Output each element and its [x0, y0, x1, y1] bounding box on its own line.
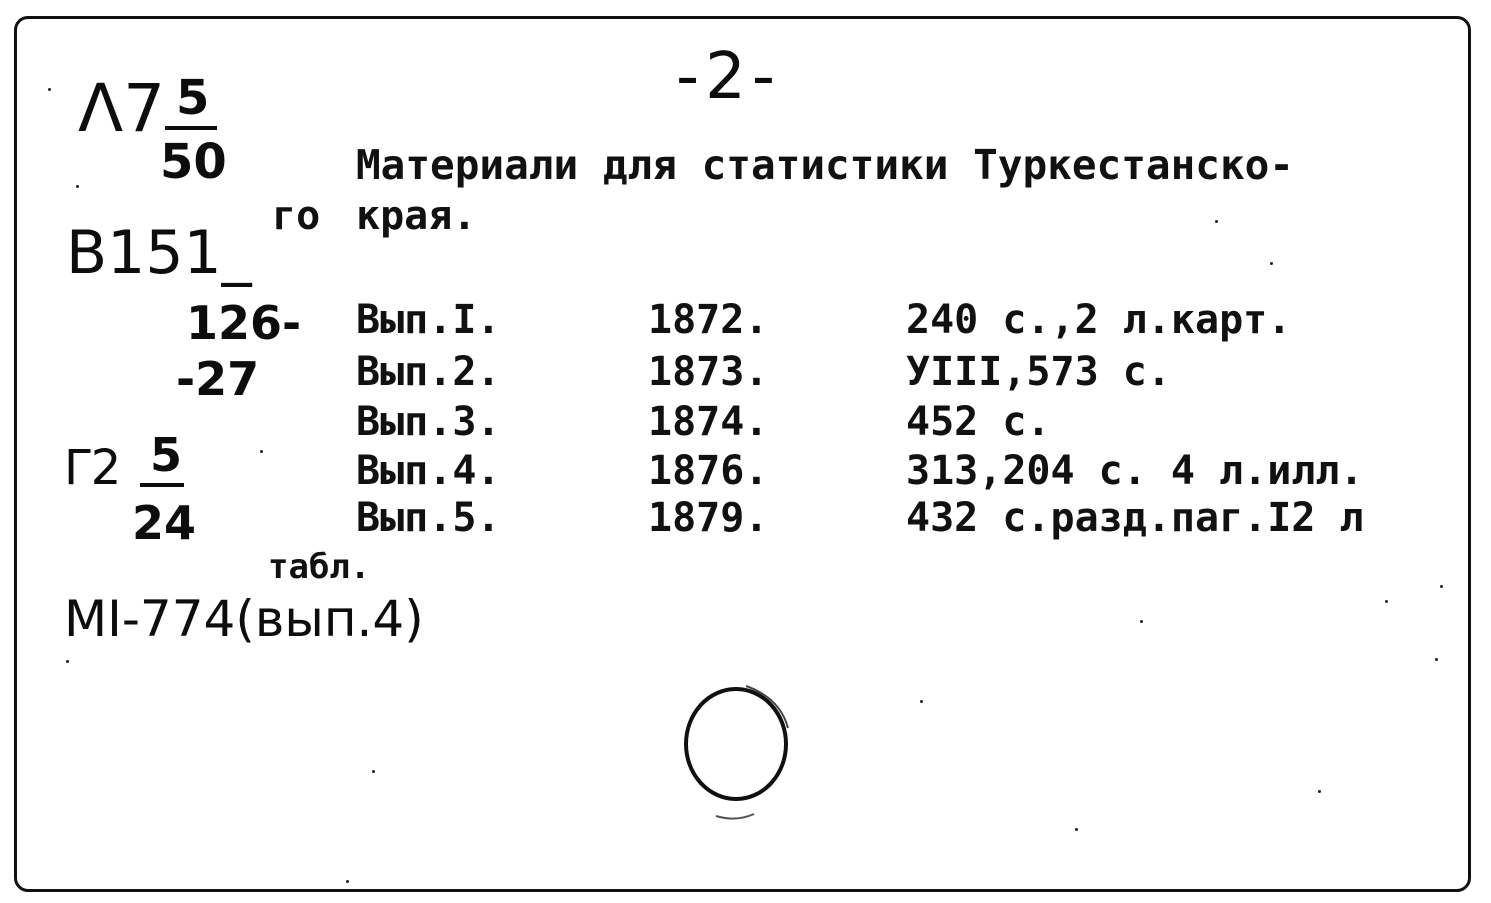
shelfmark-4-numerator: 5	[150, 428, 183, 482]
issue-year: 1872.	[648, 297, 769, 343]
issue-number: Вып.4.	[356, 448, 501, 494]
title-line-1: Материали для статистики Туркестанско-	[356, 141, 1294, 189]
issue-year: 1873.	[648, 349, 769, 395]
scan-speck	[1140, 620, 1143, 623]
issue-extent: УIII,573 с.	[906, 349, 1171, 395]
shelfmark-2: B151_	[66, 218, 252, 288]
issue-year: 1876.	[648, 448, 769, 494]
issue-number: Вып.2.	[356, 349, 501, 395]
issue-number: Вып.5.	[356, 495, 501, 541]
shelfmark-4-fraction-bar	[140, 483, 184, 487]
issue-year: 1879.	[648, 495, 769, 541]
shelfmark-1-denominator: 50	[160, 134, 227, 190]
scan-speck	[1318, 790, 1321, 793]
scan-speck	[260, 450, 263, 453]
issue-extent: 240 с.,2 л.карт.	[906, 297, 1292, 343]
issue-extent: 452 с.	[906, 399, 1051, 445]
scan-speck	[48, 88, 51, 91]
scan-speck	[920, 700, 923, 703]
scan-speck	[66, 660, 69, 663]
shelfmark-1-numerator: 5	[176, 70, 210, 126]
issue-extent: 313,204 с. 4 л.илл.	[906, 448, 1364, 494]
punch-hole	[676, 684, 796, 824]
issue-extent: 432 с.разд.паг.I2 л	[906, 495, 1364, 541]
page-number: -2-	[676, 40, 781, 114]
title-line-2: края.	[356, 193, 477, 239]
shelfmark-5: MI-774(вып.4)	[64, 590, 424, 648]
scan-speck	[1270, 262, 1273, 265]
scan-speck	[1435, 658, 1438, 661]
issue-number: Вып.I.	[356, 297, 501, 343]
title-line-2-prefix: го	[272, 193, 321, 239]
issue-year: 1874.	[648, 399, 769, 445]
shelfmark-4-prefix: Γ2	[64, 440, 122, 496]
scan-speck	[372, 770, 375, 773]
scan-speck	[76, 185, 79, 188]
scan-speck	[1215, 220, 1218, 223]
continuation-text: табл.	[268, 547, 371, 587]
issue-number: Вып.3.	[356, 399, 501, 445]
shelfmark-3b: -27	[176, 352, 260, 406]
shelfmark-1-prefix: Λ7	[78, 70, 166, 147]
scan-speck	[346, 880, 349, 883]
shelfmark-4-denominator: 24	[132, 496, 197, 550]
shelfmark-3a: 126-	[186, 296, 302, 350]
scan-speck	[1385, 600, 1388, 603]
scan-speck	[1440, 585, 1443, 588]
shelfmark-1-fraction-bar	[165, 126, 217, 130]
scan-speck	[1075, 828, 1078, 831]
